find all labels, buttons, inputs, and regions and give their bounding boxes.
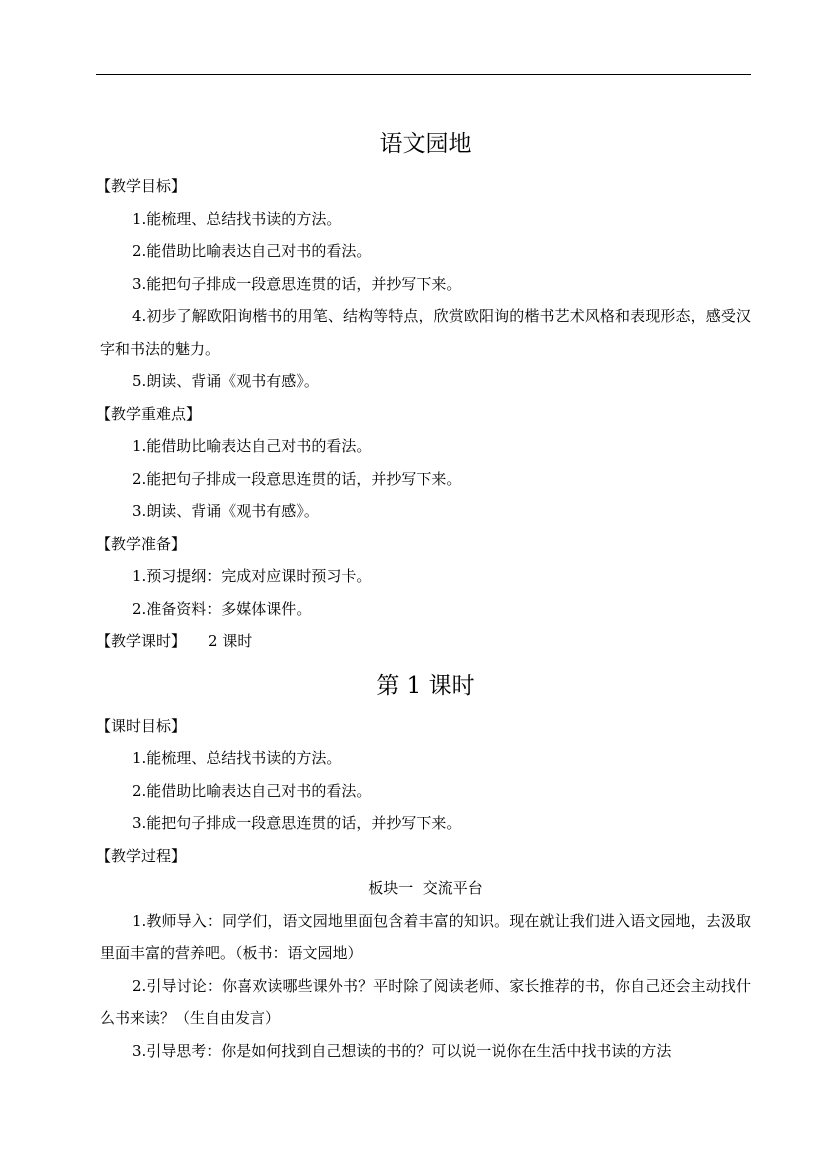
goal-item-3: 3.能把句子排成一段意思连贯的话，并抄写下来。 (132, 274, 462, 293)
process-heading: 【教学过程】 (96, 846, 187, 865)
preparation-heading: 【教学准备】 (96, 534, 187, 553)
preparation-item-1: 1.预习提纲：完成对应课时预习卡。 (132, 567, 372, 585)
header-rule (96, 74, 751, 75)
periods-value: 2 课时 (208, 632, 253, 650)
preparation-item-2: 2.准备资料：多媒体课件。 (132, 599, 312, 618)
process-step-1: 1.教师导入：同学们，语文园地里面包含着丰富的知识。现在就让我们进入语文园地，去汲取里面丰富的营养吧。（板书：语文园地） (100, 911, 751, 962)
lesson-goal-item-3: 3.能把句子排成一段意思连贯的话，并抄写下来。 (132, 814, 462, 832)
process-step-3: 3.引导思考：你是如何找到自己想读的书的？可以说一说你在生活中找书读的方法 (132, 1041, 672, 1060)
goal-item-4: 4.初步了解欧阳询楷书的用笔、结构等特点，欣赏欧阳询的楷书艺术风格和表现形态，感受汉字和书法的魅力。 (100, 307, 751, 358)
document-title: 语文园地 (379, 131, 472, 157)
goal-item-1: 1.能梳理、总结找书读的方法。 (132, 209, 342, 228)
lesson-1-title: 第 1 课时 (376, 672, 475, 699)
document-body (96, 126, 751, 1067)
process-step-2: 2.引导讨论：你喜欢读哪些课外书？平时除了阅读老师、家长推荐的书，你自己还会主动找什么书来读？（生自由发言） (100, 976, 751, 1027)
key-point-item-3: 3.朗读、背诵《观书有感》。 (132, 502, 319, 520)
lesson-goals-heading: 【课时目标】 (96, 716, 187, 735)
goal-item-2: 2.能借助比喻表达自己对书的看法。 (132, 242, 372, 260)
key-point-item-2: 2.能把句子排成一段意思连贯的话，并抄写下来。 (132, 469, 462, 488)
goal-item-5: 5.朗读、背诵《观书有感》。 (132, 372, 319, 390)
key-point-item-1: 1.能借助比喻表达自己对书的看法。 (132, 437, 372, 455)
lesson-goal-item-2: 2.能借助比喻表达自己对书的看法。 (132, 781, 372, 800)
goals-heading: 【教学目标】 (96, 177, 187, 195)
block-title: 板块一 交流平台 (368, 879, 483, 897)
key-points-heading: 【教学重难点】 (96, 404, 202, 423)
periods-line (96, 625, 751, 658)
lesson-goal-item-1: 1.能梳理、总结找书读的方法。 (132, 749, 342, 767)
periods-heading: 【教学课时】 (96, 632, 187, 650)
